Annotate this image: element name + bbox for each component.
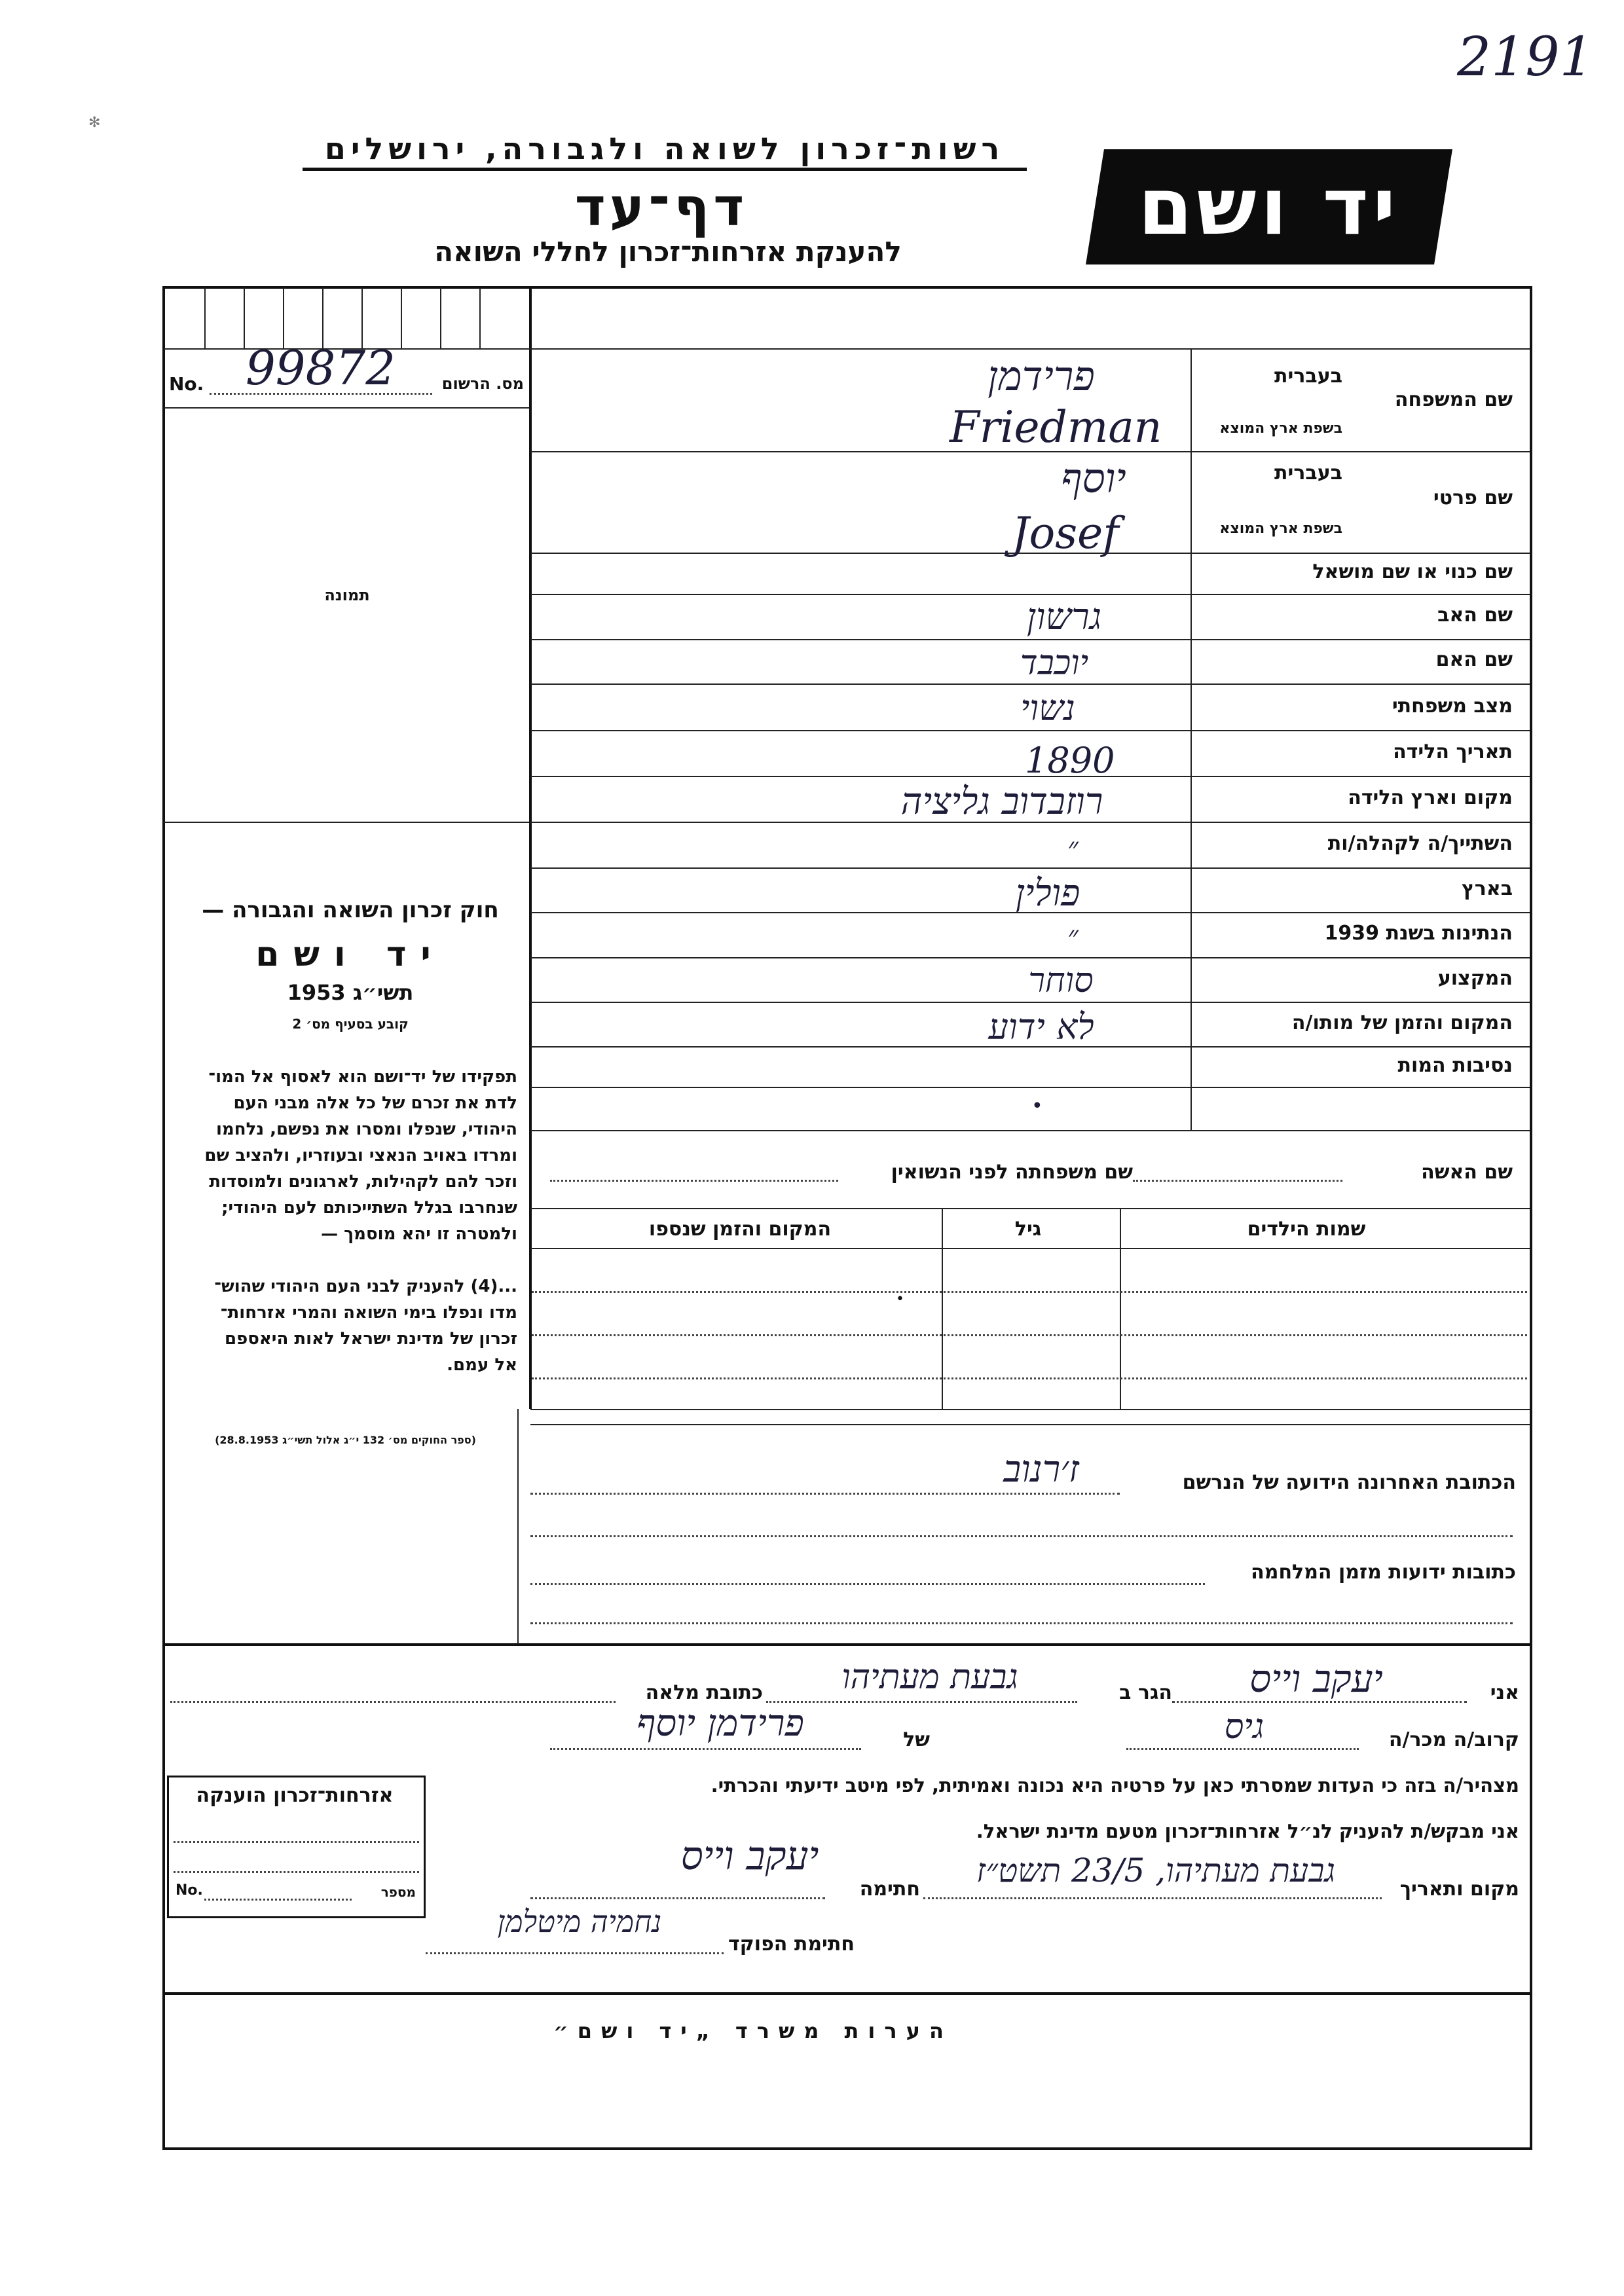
label-death-place-time: המקום והזמן של מותו/ה — [1291, 1011, 1513, 1034]
label-marital: מצב משפחתי — [1392, 695, 1513, 718]
box-divider — [401, 287, 402, 348]
citizenship-box-number-line — [204, 1899, 352, 1901]
column-divider — [529, 286, 532, 1409]
children-row-line — [532, 1334, 1527, 1336]
value-family-name-native: Friedman — [950, 402, 1162, 452]
law-clause4-line: זכרון של מדינת ישראל לאות היאספם — [225, 1329, 517, 1349]
law-source: (ספר החוקים מס׳ 132 י״ג אלול תשי״ג 28.8.1953) — [215, 1434, 476, 1446]
decl-statement: מצהיר/ה בזה כי העדות שמסרתי כאן על פרטיה היא נכונה ואמיתית, לפי מיטב ידיעתי והכרתי. — [710, 1774, 1519, 1796]
label-first-name: שם פרטי — [1433, 486, 1513, 509]
value-community-ditto: ״ — [1067, 831, 1079, 865]
row-line — [530, 1087, 1530, 1088]
law-body-line: ומרדו באויב הנאצי ובעוזריו, ולהציב שם — [204, 1146, 517, 1165]
decl-resides-value: גבעת מעתיהו — [841, 1658, 1018, 1697]
photo-label: תמונה — [324, 586, 370, 604]
row-line — [530, 730, 1530, 731]
remarks-label: הערות משרד „יד ושם״ — [553, 2018, 953, 2043]
children-row-line — [532, 1377, 1527, 1379]
citizenship-box-number-label: מספר — [380, 1884, 416, 1900]
label-hebrew: בעברית — [1274, 462, 1342, 484]
value-family-name-he: פרידמן — [987, 352, 1095, 400]
label-father: שם האב — [1437, 604, 1513, 627]
decl-relation-label: קרוב/ה מכר/ה — [1388, 1728, 1519, 1751]
war-address-line — [530, 1583, 1205, 1585]
frame-left — [162, 286, 165, 2150]
label-wife-maiden: שם משפחתה לפני הנשואין — [891, 1161, 1133, 1184]
row-line — [530, 683, 1530, 685]
law-clause4-line: אל עמם. — [447, 1355, 517, 1375]
law-name: יד ושם — [255, 935, 445, 974]
decl-resides-label: הגר ב — [1119, 1681, 1172, 1704]
label-family-name: שם המשפחה — [1394, 388, 1513, 411]
label-birth-place: מקום וארץ הלידה — [1348, 786, 1513, 809]
children-table-bottom — [530, 1409, 1530, 1410]
law-clause: קובע בסעיף מס׳ 2 — [292, 1016, 409, 1032]
decl-request: אני מבקש/ת להעניק לנ״ל אזרחות־זכרון מטעם מדינת ישראל. — [976, 1820, 1519, 1842]
header-children-names: שמות הילדים — [1247, 1218, 1366, 1241]
row-line — [530, 639, 1530, 640]
decl-signature-label: חתימה — [859, 1878, 920, 1901]
decl-i-line — [1172, 1701, 1467, 1703]
law-body-line: וזכר להם לקהילות, לארגונים ולמוסדות — [209, 1172, 517, 1192]
value-mother: יוכבד — [1020, 644, 1089, 683]
value-first-name-he: יוסף — [1061, 454, 1126, 502]
header-place-time-died: המקום והזמן שנספו — [648, 1218, 832, 1241]
box-divider — [322, 287, 323, 348]
wife-row-bottom — [530, 1208, 1530, 1209]
decl-full-address: כתובת מלאה — [645, 1681, 763, 1704]
children-row-line — [532, 1291, 1527, 1293]
address-line-2 — [530, 1535, 1513, 1537]
decl-address-line — [170, 1701, 616, 1703]
value-profession: סוחר — [1028, 961, 1094, 1000]
column-divider-lower — [517, 1409, 519, 1643]
value-country: פולין — [1015, 872, 1080, 915]
citizenship-box-title: אזרחות־זכרון הוענקה — [196, 1784, 394, 1807]
decl-place-date-label: מקום ותאריך — [1399, 1878, 1519, 1901]
row-line — [530, 1002, 1530, 1003]
decl-signature-value: יעקב וייס — [680, 1833, 819, 1879]
box-divider — [204, 287, 206, 348]
label-native-lang: בשפת ארץ המוצא — [1219, 420, 1342, 437]
children-header-bottom — [530, 1248, 1530, 1249]
label-war-addresses: כתובות ידועות מזמן המלחמה — [1251, 1561, 1516, 1584]
box-divider — [479, 287, 481, 348]
value-father: גרשון — [1026, 596, 1102, 638]
box-divider — [361, 287, 363, 348]
authority-header: רשות־זכרון לשואה ולגבורה, ירושלים — [324, 131, 1005, 166]
form-subtitle: להענקת אזרחות־זכרון לחללי השואה — [434, 236, 902, 268]
value-last-address: ז׳רנוב — [1003, 1448, 1079, 1491]
citizenship-box-line — [174, 1871, 419, 1873]
law-body-line: ולמטרה זו יהא מוסמך — — [321, 1224, 517, 1244]
label-community: השתייך/ה לקהלה/ות — [1327, 832, 1513, 855]
label-birth-date: תאריך הלידה — [1393, 740, 1513, 763]
law-body-line: שנחרבו בגלל השתייכותם לעם היהודי; — [221, 1198, 517, 1218]
last-address-line — [530, 1493, 1120, 1495]
stray-mark: ✻ — [88, 115, 101, 131]
row-line — [530, 867, 1530, 869]
law-body-line: תפקידו של יד־ושם הוא לאסוף אל המו־ — [208, 1067, 517, 1087]
authority-underline — [303, 168, 1027, 171]
label-wife: שם האשה — [1421, 1161, 1513, 1184]
dot-mark: • — [896, 1291, 904, 1307]
citizenship-box-line — [174, 1841, 419, 1843]
law-title: חוק זכרון השואה והגבורה — — [202, 897, 499, 923]
citizenship-box-no-label: No. — [175, 1882, 203, 1899]
box-divider — [440, 287, 441, 348]
label-hebrew: בעברית — [1274, 365, 1342, 388]
decl-i-value: יעקב וייס — [1249, 1656, 1383, 1701]
frame-section-bottom — [162, 1643, 1532, 1646]
decl-of-value: פרידמן יוסף — [637, 1702, 804, 1745]
value-birth-date: 1890 — [1025, 740, 1115, 781]
value-marital: נשוי — [1020, 687, 1075, 729]
law-clause4-line: ...(4) להעניק לבני העם היהודי שהוש־ — [214, 1277, 517, 1296]
decl-relation-value: גיס — [1224, 1707, 1264, 1747]
law-year: תשי״ג 1953 — [287, 980, 414, 1005]
box-divider — [283, 287, 284, 348]
value-first-name-native: Josef — [1012, 508, 1119, 558]
frame-remarks-line — [162, 1992, 1532, 1995]
label-profession: המקצוע — [1437, 967, 1513, 990]
address-top-line — [530, 1424, 1530, 1425]
decl-i-label: אני — [1490, 1681, 1519, 1704]
dot-mark: • — [1031, 1095, 1043, 1118]
photo-area-bottom — [164, 822, 529, 823]
header-age: גיל — [1014, 1218, 1042, 1241]
label-last-address: הכתובת האחרונה הידועה של הנרשם — [1182, 1471, 1516, 1494]
frame-bottom — [162, 2147, 1532, 2150]
frame-right — [1530, 286, 1532, 2150]
law-body-line: לדת את זכרם של כל אלה מבני העם — [233, 1093, 517, 1113]
registration-no-label: No. — [169, 373, 204, 395]
wife-maiden-line — [550, 1180, 838, 1182]
war-address-line-2 — [530, 1622, 1513, 1624]
box-divider — [244, 287, 245, 348]
frame-top — [162, 286, 1532, 289]
yad-vashem-logo: יד ושם — [1086, 149, 1452, 264]
decl-supervisor-value: נחמיה מיטלמן — [497, 1904, 662, 1939]
label-country: בארץ — [1461, 877, 1513, 900]
decl-supervisor-label: חתימת הפוקד — [728, 1933, 855, 1956]
label-column-divider — [1190, 350, 1192, 1130]
label-native-lang: בשפת ארץ המוצא — [1219, 520, 1342, 537]
wife-line — [1133, 1180, 1342, 1182]
decl-place-date-value: גבעת מעתיהו, 23/5 תשט״ז — [976, 1851, 1335, 1889]
decl-of-line — [550, 1748, 861, 1750]
registration-label: מס. הרשום — [441, 374, 524, 393]
label-nickname: שם כנוי או שם מושאל — [1312, 560, 1513, 583]
archive-number: 2191 — [1457, 26, 1594, 88]
registration-row-bottom — [164, 407, 529, 409]
decl-of-label: של — [903, 1728, 930, 1751]
row-line — [530, 594, 1530, 595]
form-title: דף־עד — [574, 177, 748, 238]
label-death-circumstances: נסיבות המות — [1397, 1054, 1513, 1077]
law-body-line: היהודי, שנפלו ומסרו את נפשם, נלחמו — [215, 1120, 517, 1139]
value-birth-place: רוזבדוב גליציה — [900, 780, 1103, 823]
decl-signature-line — [530, 1897, 825, 1899]
decl-supervisor-line — [426, 1952, 724, 1954]
value-death-place-time: לא ידוע — [988, 1006, 1094, 1048]
label-mother: שם האם — [1435, 648, 1513, 671]
decl-relation-line — [1126, 1748, 1359, 1750]
law-clause4-line: מדו ונפלו בימי השואה והמרי אזרחות־ — [220, 1303, 517, 1322]
decl-place-date-line — [923, 1897, 1382, 1899]
label-citizenship: הנתינות בשנת 1939 — [1324, 922, 1513, 945]
row-line — [530, 1130, 1530, 1131]
registration-number: 99872 — [246, 340, 396, 395]
value-citizenship-ditto: ״ — [1067, 920, 1079, 953]
row-line — [530, 957, 1530, 958]
